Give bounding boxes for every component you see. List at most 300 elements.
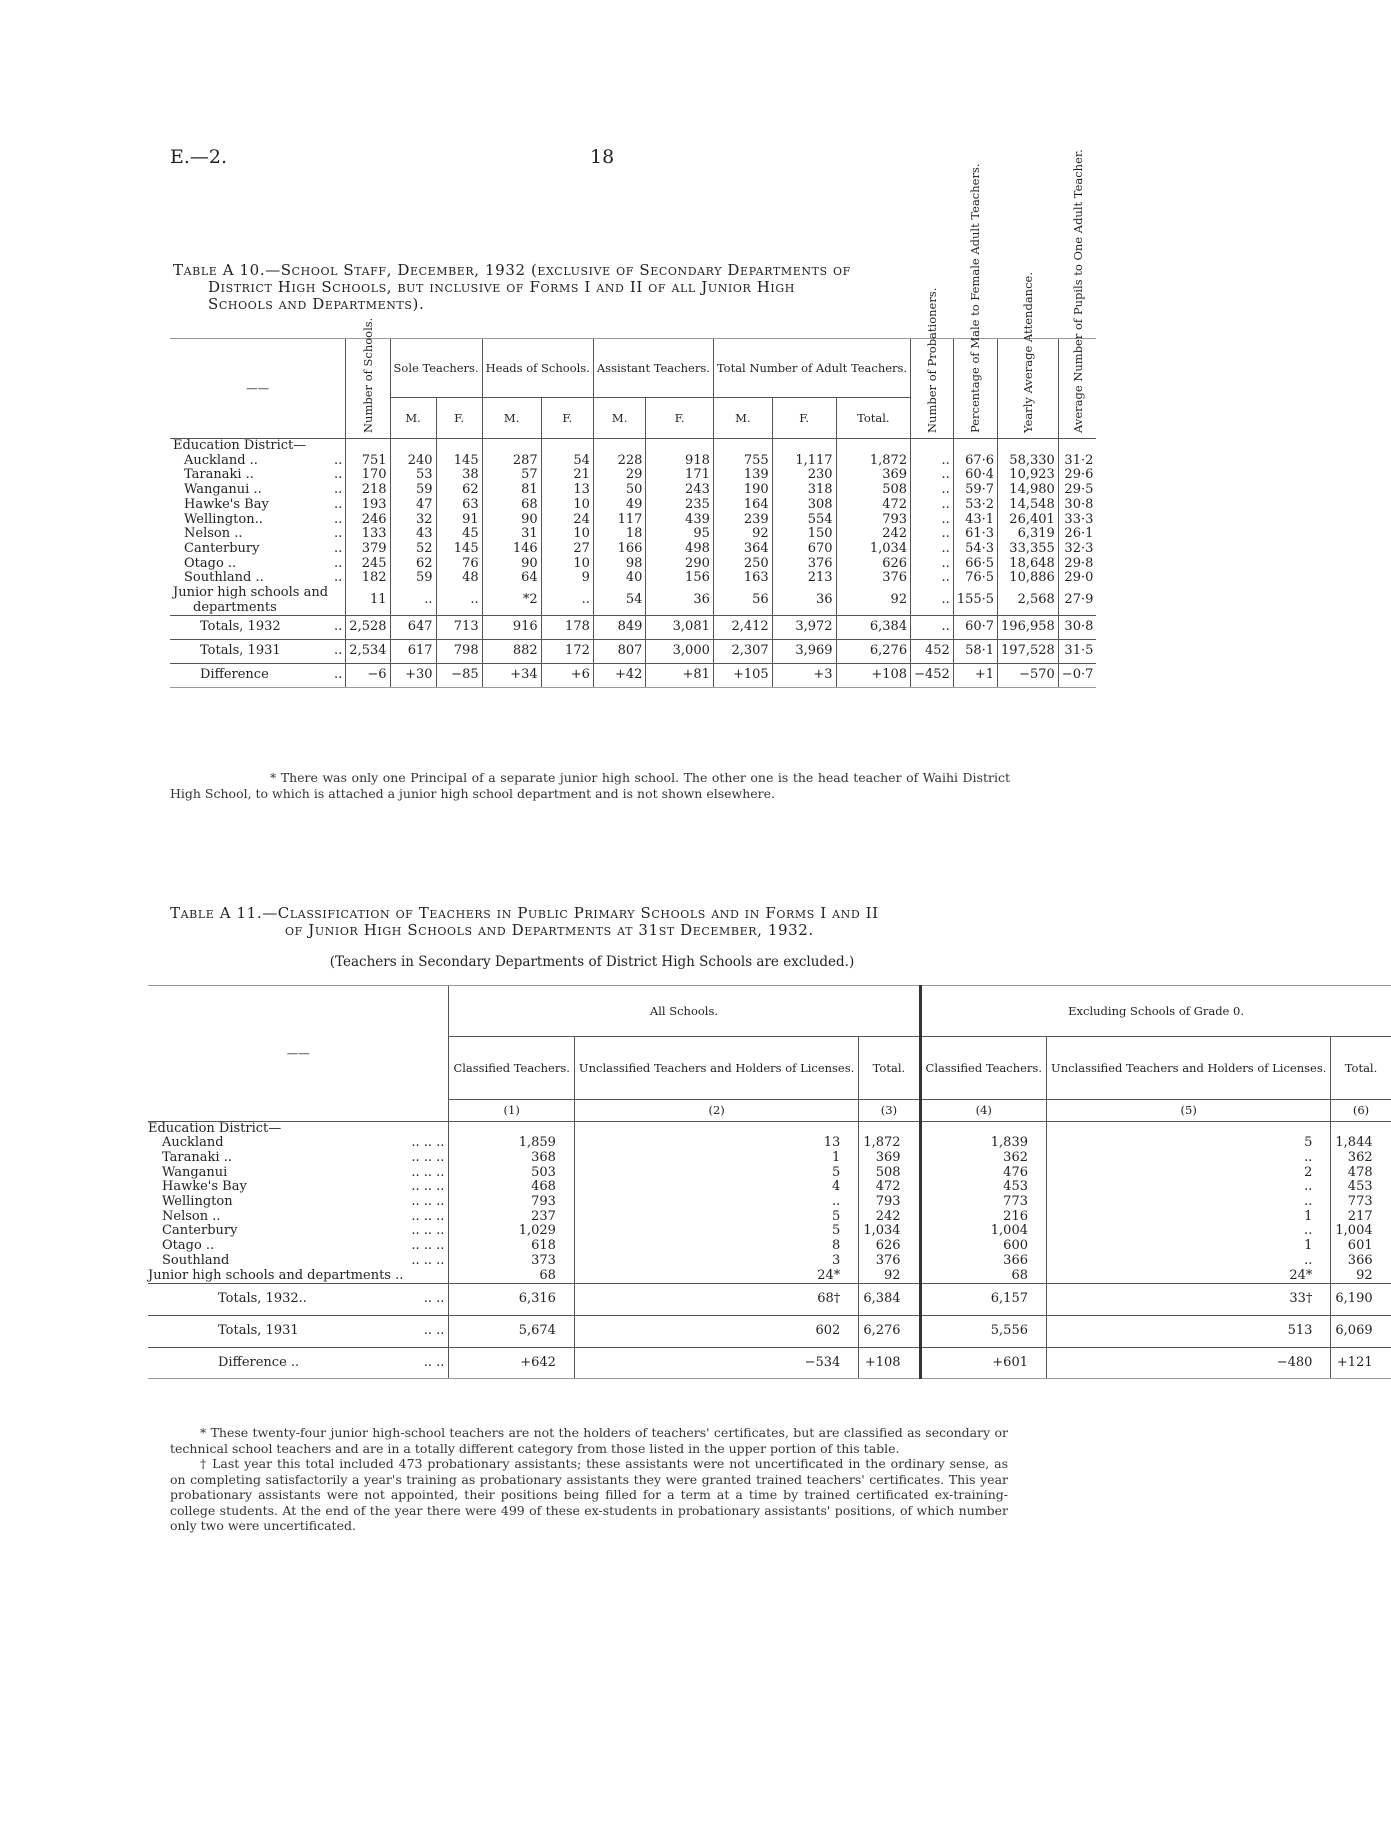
table11-totals-1932-row-label xyxy=(148,1284,407,1316)
table10-difference-row-cell: +1 xyxy=(953,663,997,687)
table11-totals-1932-row-cell: 6,157 xyxy=(920,1284,1046,1316)
table10-row-cell: 60·4 xyxy=(953,468,997,483)
table11-row-cell: 1 xyxy=(1047,1210,1331,1225)
table11-row-cell: 369 xyxy=(859,1151,920,1166)
table10-row-cell: 146 xyxy=(482,542,541,557)
table10-totals-1932-row-cell: 2,412 xyxy=(713,616,772,640)
table10-row-cell: 59·7 xyxy=(953,483,997,498)
table10-row-cell: 54 xyxy=(593,586,646,616)
table10-row-label xyxy=(170,468,331,483)
table10-header-assistant: Assistant Teachers. xyxy=(593,339,713,398)
table11-totals-1931-row-cell: 6,069 xyxy=(1331,1315,1391,1347)
table10-row-name: Junior high schools and xyxy=(173,585,329,601)
table11-row-label xyxy=(148,1166,407,1181)
table11-colnum-1: (1) xyxy=(449,1100,574,1122)
table10-row-cell: 33·3 xyxy=(1058,513,1096,528)
table10-row-cell: 139 xyxy=(713,468,772,483)
table11-difference-row-leader-dots: .. .. xyxy=(407,1347,449,1379)
table10-totals-1932-row-cell: 178 xyxy=(541,616,593,640)
table10-row-cell: 145 xyxy=(436,454,482,469)
table11-row-label xyxy=(148,1269,407,1284)
table10-row-cell: .. xyxy=(436,586,482,616)
table10-row-cell: 53·2 xyxy=(953,498,997,513)
table10-row-cell: 150 xyxy=(772,527,836,542)
table11-row-cell: 5 xyxy=(1047,1136,1331,1151)
table10-row-cell: 66·5 xyxy=(953,557,997,572)
table11-row-cell: 376 xyxy=(859,1254,920,1269)
table10-row-label xyxy=(170,527,331,542)
table11-difference-row-cell: +108 xyxy=(859,1347,920,1379)
table11-totals-1931-row-cell: 6,276 xyxy=(859,1315,920,1347)
table10-row-cell: 10,923 xyxy=(998,468,1059,483)
table10-group-cell xyxy=(1058,439,1096,454)
table10-header-asst-m: M. xyxy=(593,398,646,439)
table11-row-label xyxy=(148,1136,407,1151)
table10-row-label xyxy=(170,483,331,498)
table11-colnum-4: (4) xyxy=(920,1100,1046,1122)
table10-difference-row-label xyxy=(170,663,331,687)
table10-group-cell xyxy=(541,439,593,454)
table10-row-cell: 182 xyxy=(346,571,390,586)
table10-header-total-total: Total. xyxy=(836,398,911,439)
table11-row-cell: 600 xyxy=(920,1239,1046,1254)
table11-group-row xyxy=(148,1121,1391,1136)
table11-header-total-6: Total. xyxy=(1331,1037,1391,1100)
table10-row-cell: *2 xyxy=(482,586,541,616)
table10-row-cell: 10 xyxy=(541,557,593,572)
table10-row-label xyxy=(170,542,331,557)
table10-row xyxy=(170,483,1096,498)
table11-totals-1931-row-cell: 602 xyxy=(574,1315,858,1347)
table11-row-cell: 626 xyxy=(859,1239,920,1254)
table11-header-all-schools: All Schools. xyxy=(449,986,920,1037)
table10-difference-row-cell: +30 xyxy=(390,663,436,687)
table10-row-cell: 2,568 xyxy=(998,586,1059,616)
table10-row-cell: 213 xyxy=(772,571,836,586)
table10-row-cell: 18,648 xyxy=(998,557,1059,572)
table10-totals-1932-row-cell: 30·8 xyxy=(1058,616,1096,640)
table10-row-cell: 43·1 xyxy=(953,513,997,528)
table11-row-label xyxy=(148,1224,407,1239)
table10-row-cell: 11 xyxy=(346,586,390,616)
table11-row-label xyxy=(148,1195,407,1210)
table10-row-cell: 26·1 xyxy=(1058,527,1096,542)
table10-row-cell: 43 xyxy=(390,527,436,542)
table10-totals-1931-row-cell: 617 xyxy=(390,640,436,664)
table11-row-cell: 453 xyxy=(920,1180,1046,1195)
table10-row-cell: 54·3 xyxy=(953,542,997,557)
table11-group-cell xyxy=(920,1121,1046,1136)
table11-row-cell: 5 xyxy=(574,1224,858,1239)
table11-colnum-2: (2) xyxy=(574,1100,858,1122)
table10-row-cell: 918 xyxy=(646,454,713,469)
table10-totals-1932-row-cell: 2,528 xyxy=(346,616,390,640)
table10-row-name: Hawke's Bay xyxy=(184,496,269,512)
table10-row-cell: 24 xyxy=(541,513,593,528)
table11-row-cell: 476 xyxy=(920,1166,1046,1181)
table10-row xyxy=(170,468,1096,483)
table10-row-label xyxy=(170,498,331,513)
table11-footnote-2: † Last year this total included 473 probationary assistants; these assistants were not uncertificated in the ordinary sense, as on completing satisfactorily a year's training as probationary assistants they were granted trained teachers' certificates. This year probationary assistants were not appointed, their positions being filled for a term at a time by trained certificated ex-training-college students. At the end of the year there were 499 of these ex-students in probationary assistants' positions, of which number only two were uncertificated. xyxy=(170,1456,1008,1533)
table10-difference-row-cell: +105 xyxy=(713,663,772,687)
table11-totals-1932-row-cell: 6,384 xyxy=(859,1284,920,1316)
table10-row-cell: 29·6 xyxy=(1058,468,1096,483)
table11-row xyxy=(148,1254,1391,1269)
table11-difference-row-cell: −480 xyxy=(1047,1347,1331,1379)
table10-row-cell: .. xyxy=(911,571,954,586)
table11-row-cell: 1 xyxy=(574,1151,858,1166)
table11-row-cell: 4 xyxy=(574,1180,858,1195)
table10-row-cell: 13 xyxy=(541,483,593,498)
table11-row-cell: 368 xyxy=(449,1151,574,1166)
table10-row-cell: 63 xyxy=(436,498,482,513)
table10-row-cell: 239 xyxy=(713,513,772,528)
table10-totals-1931-row-leader-dots: .. xyxy=(331,640,346,664)
table10-row-cell: .. xyxy=(911,557,954,572)
table11-row-cell: 468 xyxy=(449,1180,574,1195)
table10-row-leader-dots: .. xyxy=(334,570,343,586)
table10-row-cell: 369 xyxy=(836,468,911,483)
table10-header-total-f: F. xyxy=(772,398,836,439)
table11-row-leader-dots: .. .. .. xyxy=(411,1149,445,1165)
table11-row-cell: 1 xyxy=(1047,1239,1331,1254)
table11-difference-row-label xyxy=(148,1347,407,1379)
table11-row-label xyxy=(148,1180,407,1195)
table11-row-cell: 1,004 xyxy=(1331,1224,1391,1239)
table11-row-cell: 508 xyxy=(859,1166,920,1181)
table10-row-leader-dots: .. xyxy=(334,540,343,556)
table11-row xyxy=(148,1151,1391,1166)
table10-row xyxy=(170,513,1096,528)
table11-totals-1931-row-leader-dots: .. .. xyxy=(407,1315,449,1347)
table11 xyxy=(148,985,1391,1379)
table11-group-cell xyxy=(859,1121,920,1136)
table11-row-cell: 362 xyxy=(1331,1151,1391,1166)
table10-row-cell: 31 xyxy=(482,527,541,542)
table10-header-blank: —— xyxy=(170,339,346,439)
table11-row-leader-dots: .. .. .. xyxy=(411,1135,445,1151)
table10-row-cell: 626 xyxy=(836,557,911,572)
table10-row-cell: 243 xyxy=(646,483,713,498)
table10-totals-1931-row-cell: 197,528 xyxy=(998,640,1059,664)
table10-row-cell: 92 xyxy=(836,586,911,616)
table10-row-cell: 10 xyxy=(541,527,593,542)
table10-header-sole-f: F. xyxy=(436,398,482,439)
table11-row-cell: 68 xyxy=(449,1269,574,1284)
table10-row-cell: 64 xyxy=(482,571,541,586)
table10-header-total-m: M. xyxy=(713,398,772,439)
table10-row-cell: 670 xyxy=(772,542,836,557)
table11-row xyxy=(148,1180,1391,1195)
table11-totals-1931-row-name: Totals, 1931 xyxy=(218,1322,299,1338)
table11-row-cell: .. xyxy=(1047,1151,1331,1166)
table10-row-cell: 170 xyxy=(346,468,390,483)
table11-totals-1931-row xyxy=(148,1315,1391,1347)
table10-totals-1932-row-cell: 713 xyxy=(436,616,482,640)
table10-row-cell: 308 xyxy=(772,498,836,513)
table11-row-name: Wanganui xyxy=(162,1164,228,1180)
table10-group-label: Education District— xyxy=(173,438,307,453)
table10-caption-line2: District High Schools, but inclusive of Forms I and II of all Junior High xyxy=(208,278,795,296)
table10-row-cell: 90 xyxy=(482,513,541,528)
table10-row-cell: .. xyxy=(911,498,954,513)
table10-row-leader-dots: .. xyxy=(334,496,343,512)
table10-row-cell: 1,034 xyxy=(836,542,911,557)
table11-group-cell xyxy=(449,1121,574,1136)
table10-row-cell: 36 xyxy=(646,586,713,616)
table11-row-cell: 373 xyxy=(449,1254,574,1269)
table11-row-name: Hawke's Bay xyxy=(162,1179,247,1195)
table11-row-cell: 1,859 xyxy=(449,1136,574,1151)
table10-row-name: Nelson .. xyxy=(184,526,243,542)
table11-row-name: Southland xyxy=(162,1252,230,1268)
table10-row-cell: 52 xyxy=(390,542,436,557)
table10-difference-row-leader-dots: .. xyxy=(331,663,346,687)
table10-row-name: Otago .. xyxy=(184,555,237,571)
table10-caption-line3: Schools and Departments). xyxy=(208,295,425,313)
table10-header-asst-f: F. xyxy=(646,398,713,439)
table10-row-cell: 29·0 xyxy=(1058,571,1096,586)
table10-row-leader-dots: .. xyxy=(334,555,343,571)
table10-header-avg-pupils: Average Number of Pupils to One Adult Teacher. xyxy=(1058,339,1096,439)
table10-group-cell xyxy=(646,439,713,454)
table10-difference-row-cell: +34 xyxy=(482,663,541,687)
table10-row-cell: 67·6 xyxy=(953,454,997,469)
table10-group-row xyxy=(170,439,1096,454)
table10-totals-1931-row-cell: 31·5 xyxy=(1058,640,1096,664)
table11-header-unclassified-5: Unclassified Teachers and Holders of Licenses. xyxy=(1047,1037,1331,1100)
table10-row-name: Southland .. xyxy=(184,570,264,586)
table10-row-cell: 18 xyxy=(593,527,646,542)
table10-row-leader-dots xyxy=(331,586,346,616)
table11-row-cell: 24* xyxy=(574,1269,858,1284)
table10-group-cell xyxy=(436,439,482,454)
table10-row-cell: 250 xyxy=(713,557,772,572)
table11-row-cell: 1,004 xyxy=(920,1224,1046,1239)
table10-row-cell: 47 xyxy=(390,498,436,513)
table10-row xyxy=(170,571,1096,586)
table10-row-cell: 56 xyxy=(713,586,772,616)
table11-row-cell: 478 xyxy=(1331,1166,1391,1181)
table10-row-cell: 163 xyxy=(713,571,772,586)
table10-totals-1932-row-cell: .. xyxy=(911,616,954,640)
table10-row-cell: 190 xyxy=(713,483,772,498)
table11-row-leader-dots: .. .. .. xyxy=(411,1194,445,1210)
table11-row-cell: 366 xyxy=(1331,1254,1391,1269)
table10-totals-1931-row-cell: 2,534 xyxy=(346,640,390,664)
table10-difference-row-cell: −0·7 xyxy=(1058,663,1096,687)
table10-header-heads-m: M. xyxy=(482,398,541,439)
table10-totals-1931-row-cell: 452 xyxy=(911,640,954,664)
table10-row-cell: 98 xyxy=(593,557,646,572)
table10-row-name: Auckland .. xyxy=(184,452,258,468)
table11-row-leader-dots: .. .. .. xyxy=(411,1179,445,1195)
table10-row-cell: 40 xyxy=(593,571,646,586)
table10-totals-1931-row-cell: 3,000 xyxy=(646,640,713,664)
table10-row xyxy=(170,557,1096,572)
table10-row-cell: 95 xyxy=(646,527,713,542)
table10-group-cell xyxy=(713,439,772,454)
table10-row-cell: 45 xyxy=(436,527,482,542)
table10-row-cell: 439 xyxy=(646,513,713,528)
table11-row-cell: 68 xyxy=(920,1269,1046,1284)
table10-row-cell: .. xyxy=(911,542,954,557)
table10-totals-1932-row-cell: 916 xyxy=(482,616,541,640)
table11-row-cell: 217 xyxy=(1331,1210,1391,1225)
table10-row-cell: 50 xyxy=(593,483,646,498)
table10-totals-1932-row-cell: 3,972 xyxy=(772,616,836,640)
table11-difference-row-cell: +642 xyxy=(449,1347,574,1379)
table10-row xyxy=(170,527,1096,542)
table11-totals-1932-row-name: Totals, 1932.. xyxy=(218,1291,307,1307)
table11-row-cell: 362 xyxy=(920,1151,1046,1166)
table11-difference-row-cell: −534 xyxy=(574,1347,858,1379)
table10-row-cell: 49 xyxy=(593,498,646,513)
table10-row-label xyxy=(170,586,331,616)
table10-difference-row xyxy=(170,663,1096,687)
table11-row-cell: 793 xyxy=(449,1195,574,1210)
table11-row-cell: 453 xyxy=(1331,1180,1391,1195)
table10-row-cell: 508 xyxy=(836,483,911,498)
table10-row xyxy=(170,586,1096,616)
table10-footnote: * There was only one Principal of a separate junior high school. The other one is the head teacher of Waihi District High School, to which is attached a junior high school department and is not shown elsewhere. xyxy=(170,770,1010,801)
table11-header-unclassified-2: Unclassified Teachers and Holders of Licenses. xyxy=(574,1037,858,1100)
table11-row-name: Otago .. xyxy=(162,1238,215,1254)
table11-row-cell: 1,029 xyxy=(449,1224,574,1239)
table11-row-cell: 92 xyxy=(859,1269,920,1284)
table10-totals-1931-row-cell: 807 xyxy=(593,640,646,664)
table11-row xyxy=(148,1269,1391,1284)
table10-row-name-cont: departments xyxy=(193,599,277,615)
table10-difference-row-cell: +81 xyxy=(646,663,713,687)
table10-row-cell: 318 xyxy=(772,483,836,498)
table10-difference-row-cell: +6 xyxy=(541,663,593,687)
table10-row-label xyxy=(170,513,331,528)
table10-row-cell: 290 xyxy=(646,557,713,572)
table10-row-cell: 62 xyxy=(390,557,436,572)
table10-row-cell: 59 xyxy=(390,483,436,498)
table11-row-cell: 1,034 xyxy=(859,1224,920,1239)
table10-row-cell: 246 xyxy=(346,513,390,528)
table11-totals-1932-row-cell: 6,190 xyxy=(1331,1284,1391,1316)
table10-row-cell: 68 xyxy=(482,498,541,513)
table10-row-cell: 133 xyxy=(346,527,390,542)
table10-row-cell: 240 xyxy=(390,454,436,469)
table11-header-blank: —— xyxy=(148,986,449,1122)
table10-row-label xyxy=(170,557,331,572)
table11-row-cell: 618 xyxy=(449,1239,574,1254)
table11-totals-1932-row-cell: 33† xyxy=(1047,1284,1331,1316)
table11-row-cell: 1,839 xyxy=(920,1136,1046,1151)
table10-row xyxy=(170,454,1096,469)
table11-row-label xyxy=(148,1254,407,1269)
table11-header-classified-1: Classified Teachers. xyxy=(449,1037,574,1100)
table10-totals-1931-row-cell: 172 xyxy=(541,640,593,664)
table11-caption-line1: Table A 11.—Classification of Teachers in Public Primary Schools and in Forms I and II xyxy=(170,904,879,922)
table10-row-cell: 76 xyxy=(436,557,482,572)
table10-difference-row-cell: +42 xyxy=(593,663,646,687)
table11-row-leader-dots: .. .. .. xyxy=(411,1164,445,1180)
table10-group-cell xyxy=(953,439,997,454)
table10-row-cell: 156 xyxy=(646,571,713,586)
table10-header-sole: Sole Teachers. xyxy=(390,339,482,398)
table11-subcaption: (Teachers in Secondary Departments of District High Schools are excluded.) xyxy=(329,954,855,970)
table11-group-cell xyxy=(1331,1121,1391,1136)
table10-header-yearly: Yearly Average Attendance. xyxy=(998,339,1059,439)
table11-row-cell: 24* xyxy=(1047,1269,1331,1284)
table11-group-label: Education District— xyxy=(148,1120,282,1136)
table11-row-cell: .. xyxy=(1047,1254,1331,1269)
table10-row-leader-dots: .. xyxy=(334,526,343,542)
table10-totals-1932-row-label xyxy=(170,616,331,640)
table10-row-cell: 38 xyxy=(436,468,482,483)
table10-row-cell: 755 xyxy=(713,454,772,469)
table11-row-leader-dots xyxy=(407,1269,449,1284)
table10-totals-1932-row-cell: 60·7 xyxy=(953,616,997,640)
table11-row-name: Auckland xyxy=(162,1135,224,1151)
table10-difference-row-cell: +3 xyxy=(772,663,836,687)
page-header-ref: E.—2. xyxy=(170,146,228,168)
table10-totals-1931-row-cell: 2,307 xyxy=(713,640,772,664)
table11-row-leader-dots: .. .. .. xyxy=(411,1208,445,1224)
table11-row-cell: 773 xyxy=(920,1195,1046,1210)
table11-row-name: Taranaki .. xyxy=(162,1149,232,1165)
table10-row-name: Taranaki .. xyxy=(184,467,254,483)
table10-row-cell: 145 xyxy=(436,542,482,557)
table10-row-cell: 30·8 xyxy=(1058,498,1096,513)
table11-row-cell: .. xyxy=(574,1195,858,1210)
table10-row-cell: 230 xyxy=(772,468,836,483)
table10-row-cell: .. xyxy=(911,468,954,483)
table10-totals-1932-row-cell: 196,958 xyxy=(998,616,1059,640)
table11-row-cell: 5 xyxy=(574,1166,858,1181)
table10-totals-1931-row-cell: 882 xyxy=(482,640,541,664)
table11-difference-row-name: Difference .. xyxy=(218,1354,300,1370)
table11-header-total-3: Total. xyxy=(859,1037,920,1100)
table10-row-leader-dots: .. xyxy=(334,452,343,468)
table10-row-cell: 91 xyxy=(436,513,482,528)
table10-caption-line1: Table A 10.—School Staff, December, 1932 (exclusive of Secondary Departments of xyxy=(173,261,851,279)
table10-row-leader-dots: .. xyxy=(334,482,343,498)
table11-footnotes xyxy=(170,1425,1008,1534)
table11-row-cell: 773 xyxy=(1331,1195,1391,1210)
table10-row-cell: .. xyxy=(911,513,954,528)
table10-row-name: Wanganui .. xyxy=(184,482,262,498)
table10-row-cell: 58,330 xyxy=(998,454,1059,469)
table11-row-leader-dots: .. .. .. xyxy=(411,1238,445,1254)
table11-totals-1932-row-cell: 68† xyxy=(574,1284,858,1316)
table11-difference-row-cell: +121 xyxy=(1331,1347,1391,1379)
table10-row-cell: 287 xyxy=(482,454,541,469)
table10-row-cell: 164 xyxy=(713,498,772,513)
table11-colnum-5: (5) xyxy=(1047,1100,1331,1122)
table11-colnum-6: (6) xyxy=(1331,1100,1391,1122)
table10-row-cell: 48 xyxy=(436,571,482,586)
table10-group-cell xyxy=(482,439,541,454)
table10-totals-1932-row-name: Totals, 1932 xyxy=(200,619,281,635)
table10-row-cell: 36 xyxy=(772,586,836,616)
table11-row-label xyxy=(148,1210,407,1225)
table10-row-leader-dots: .. xyxy=(334,511,343,527)
table11-difference-row-cell: +601 xyxy=(920,1347,1046,1379)
table10-row-cell: 171 xyxy=(646,468,713,483)
page-number: 18 xyxy=(590,146,615,168)
table11-row-cell: 242 xyxy=(859,1210,920,1225)
table10-row-cell: 751 xyxy=(346,454,390,469)
table10-difference-row-cell: −6 xyxy=(346,663,390,687)
table11-totals-1932-row xyxy=(148,1284,1391,1316)
table10-row-cell: 32·3 xyxy=(1058,542,1096,557)
